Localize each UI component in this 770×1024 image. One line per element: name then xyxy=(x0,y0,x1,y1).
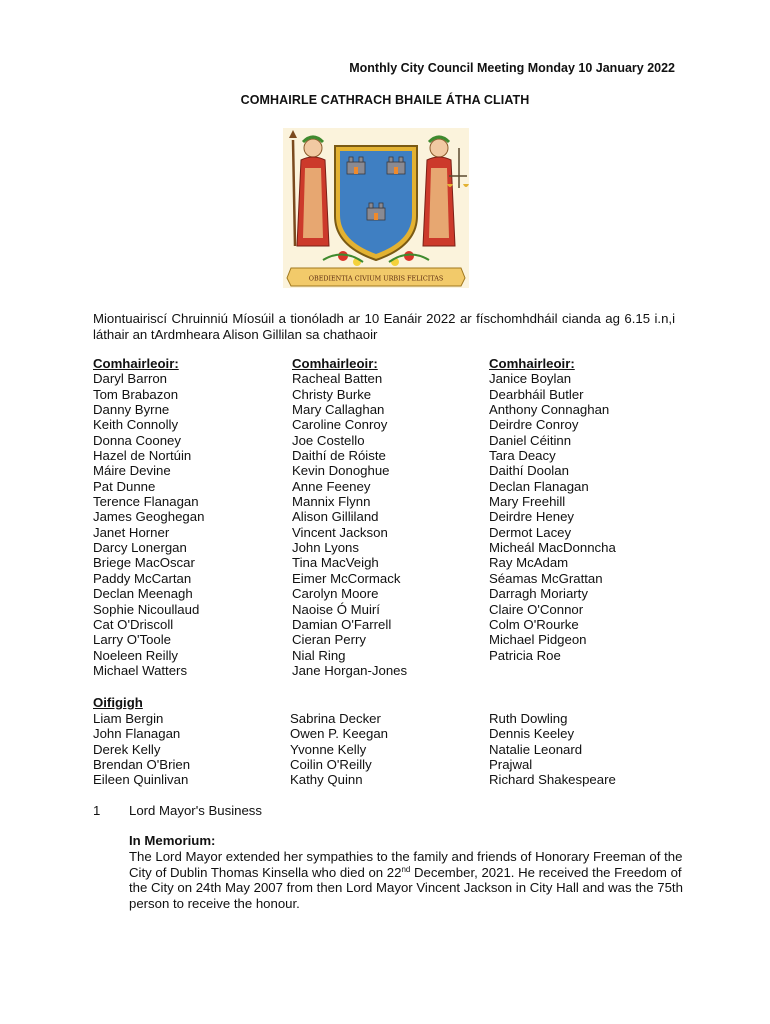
memoriam-heading: In Memorium: xyxy=(129,833,216,848)
officials-heading: Oifigigh xyxy=(93,695,143,710)
name-entry: Declan Flanagan xyxy=(489,478,589,494)
name-entry: Derek Kelly xyxy=(93,741,161,757)
name-entry: Séamas McGrattan xyxy=(489,570,603,586)
name-entry: Christy Burke xyxy=(292,386,372,402)
name-entry: Danny Byrne xyxy=(93,402,170,418)
name-entry: Dermot Lacey xyxy=(489,524,572,540)
name-entry: Daniel Céitinn xyxy=(489,432,572,448)
name-entry: Paddy McCartan xyxy=(93,570,192,586)
name-entry: Sabrina Decker xyxy=(290,711,381,726)
name-entry: Coilin O'Reilly xyxy=(290,757,372,773)
name-entry: Anthony Connaghan xyxy=(489,402,610,418)
name-entry: Cieran Perry xyxy=(292,632,367,648)
meeting-header: Monthly City Council Meeting Monday 10 January 2022 xyxy=(349,61,675,75)
name-entry: Ray McAdam xyxy=(489,555,569,571)
name-entry: Máire Devine xyxy=(93,463,171,479)
name-list xyxy=(489,371,616,663)
name-entry: John Flanagan xyxy=(93,726,181,742)
name-list xyxy=(93,371,204,678)
name-entry: Kevin Donoghue xyxy=(292,463,390,479)
name-entry: Tara Deacy xyxy=(489,448,556,464)
name-entry: Mary Freehill xyxy=(489,494,566,510)
name-entry: Prajwal xyxy=(489,757,533,773)
name-entry: Anne Feeney xyxy=(292,478,371,494)
motto-scroll xyxy=(287,268,465,286)
officials-column-2 xyxy=(290,711,388,788)
memoriam-text-part1: The Lord Mayor extended her sympathies to the family and friends of Honorary Freeman of the City of Dublin Thomas Kinsella who died on 22 xyxy=(129,849,683,880)
name-entry: Keith Connolly xyxy=(93,417,179,433)
name-entry: Daithí Doolan xyxy=(489,463,569,479)
name-entry: Daithí de Róiste xyxy=(292,448,386,464)
name-entry: Kathy Quinn xyxy=(290,772,363,788)
dublin-coat-of-arms xyxy=(283,128,469,288)
name-entry: Damian O'Farrell xyxy=(292,616,392,632)
name-entry: Alison Gilliland xyxy=(292,509,379,525)
name-entry: Tom Brabazon xyxy=(93,386,179,402)
name-entry: Terence Flanagan xyxy=(93,494,199,510)
name-entry: Joe Costello xyxy=(292,432,365,448)
name-entry: Yvonne Kelly xyxy=(290,741,367,757)
column-heading: Comhairleoir: xyxy=(93,356,179,371)
name-list xyxy=(292,371,407,678)
name-entry: Michael Watters xyxy=(93,662,188,678)
column-heading: Comhairleoir: xyxy=(489,356,575,371)
name-entry: Jane Horgan-Jones xyxy=(292,662,408,678)
name-entry: Liam Bergin xyxy=(93,711,164,726)
name-entry: Deirdre Conroy xyxy=(489,417,579,433)
name-entry: Darcy Lonergan xyxy=(93,540,187,556)
name-entry: Richard Shakespeare xyxy=(489,772,616,788)
councillors-column-3 xyxy=(489,356,616,663)
name-entry: Patricia Roe xyxy=(489,647,561,663)
name-entry: Eimer McCormack xyxy=(292,570,401,586)
officials-column-3 xyxy=(489,711,616,788)
name-entry: Carolyn Moore xyxy=(292,586,379,602)
name-entry: Hazel de Nortúin xyxy=(93,448,192,464)
name-entry: Tina MacVeigh xyxy=(292,555,379,571)
name-entry: Cat O'Driscoll xyxy=(93,616,174,632)
councillors-column-2 xyxy=(292,356,407,678)
name-entry: Nial Ring xyxy=(292,647,346,663)
name-entry: Darragh Moriarty xyxy=(489,586,588,602)
ordinal-suffix: nd xyxy=(401,864,411,874)
name-entry: Mannix Flynn xyxy=(292,494,371,510)
council-title: COMHAIRLE CATHRACH BHAILE ÁTHA CLIATH xyxy=(240,93,530,107)
name-entry: Brendan O'Brien xyxy=(93,757,191,773)
motto-text: OBEDIENTIA CIVIUM URBIS FELICITAS xyxy=(308,274,444,283)
name-entry: Janice Boylan xyxy=(489,371,572,387)
name-entry: Racheal Batten xyxy=(292,371,383,387)
item-title: Lord Mayor's Business xyxy=(129,803,262,818)
name-entry: Daryl Barron xyxy=(93,371,168,387)
column-heading: Comhairleoir: xyxy=(292,356,378,371)
name-entry: Noeleen Reilly xyxy=(93,647,179,663)
name-entry: Sophie Nicoullaud xyxy=(93,601,200,617)
councillors-column-1 xyxy=(93,356,204,678)
name-entry: John Lyons xyxy=(292,540,359,556)
name-entry: Dennis Keeley xyxy=(489,726,575,742)
name-entry: Michael Pidgeon xyxy=(489,632,587,648)
name-entry: Vincent Jackson xyxy=(292,524,388,540)
name-entry: Colm O'Rourke xyxy=(489,616,579,632)
name-entry: Larry O'Toole xyxy=(93,632,172,648)
name-entry: Micheál MacDonncha xyxy=(489,540,616,556)
name-entry: Briege MacOscar xyxy=(93,555,195,571)
name-entry: Claire O'Connor xyxy=(489,601,584,617)
name-entry: Owen P. Keegan xyxy=(290,726,389,742)
name-entry: Declan Meenagh xyxy=(93,586,193,602)
item-number: 1 xyxy=(93,803,101,818)
name-entry: Pat Dunne xyxy=(93,478,156,494)
name-entry: Dearbháil Butler xyxy=(489,386,584,402)
name-entry: Deirdre Heney xyxy=(489,509,575,525)
name-entry: Caroline Conroy xyxy=(292,417,388,433)
name-entry: Janet Horner xyxy=(93,524,170,540)
name-entry: Ruth Dowling xyxy=(489,711,568,726)
memoriam-paragraph xyxy=(129,849,684,911)
name-entry: Naoise Ó Muirí xyxy=(292,601,380,617)
shield xyxy=(335,146,417,260)
memoriam-text-part2: December, 2021. He received the Freedom of the City on 24th May 2007 from then Lord Mayor Vincent Jackson in City Hall and was the 75th person to receive the honour. xyxy=(129,864,683,911)
name-entry: Natalie Leonard xyxy=(489,741,583,757)
name-entry: James Geoghegan xyxy=(93,509,205,525)
name-entry: Donna Cooney xyxy=(93,432,181,448)
name-entry: Mary Callaghan xyxy=(292,402,385,418)
intro-paragraph: Miontuairiscí Chruinniú Míosúil a tionóladh ar 10 Eanáir 2022 ar físchomhdháil cianda ag 6.15 i.n,i láthair an tArdmheara Alison Gillilan sa chathaoir xyxy=(93,311,675,342)
officials-column-1 xyxy=(93,711,190,788)
name-entry: Eileen Quinlivan xyxy=(93,772,189,788)
